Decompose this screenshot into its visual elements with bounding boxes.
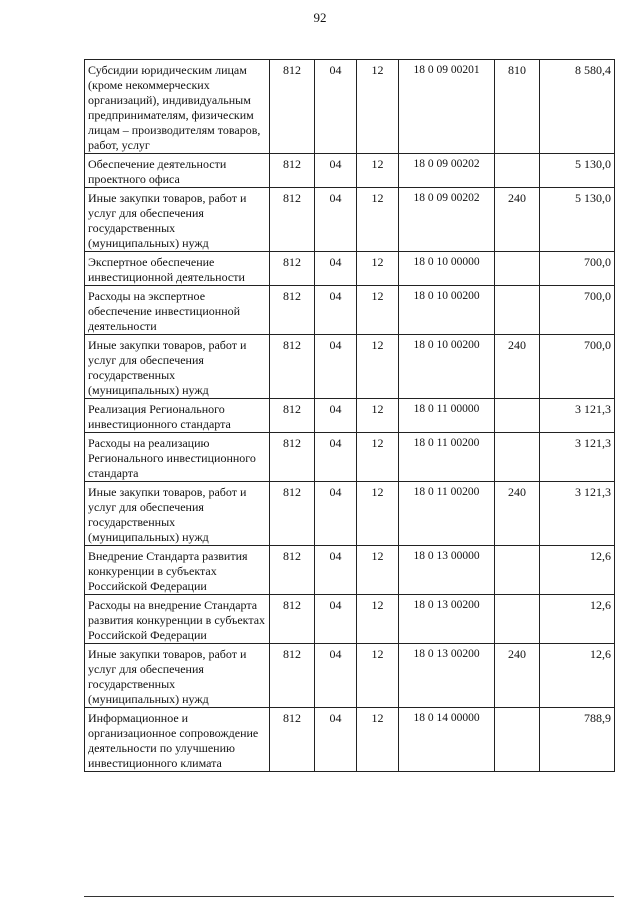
row-sum: 5 130,0 [540, 188, 615, 252]
table-row [85, 482, 615, 546]
row-section: 04 [315, 286, 357, 335]
row-section: 04 [315, 482, 357, 546]
row-sum: 12,6 [540, 546, 615, 595]
row-sum: 3 121,3 [540, 482, 615, 546]
row-admin-code: 812 [270, 335, 315, 399]
row-admin-code: 812 [270, 154, 315, 188]
row-expense-type: 810 [495, 60, 540, 154]
table-row [85, 644, 615, 708]
row-name: Иные закупки товаров, работ и услуг для обеспечения государственных (муниципальных) нужд [85, 335, 270, 399]
row-expense-type [495, 154, 540, 188]
row-admin-code: 812 [270, 482, 315, 546]
row-section: 04 [315, 399, 357, 433]
row-subsection: 12 [357, 433, 399, 482]
row-admin-code: 812 [270, 286, 315, 335]
row-expense-type [495, 433, 540, 482]
row-subsection: 12 [357, 154, 399, 188]
row-target-article: 18 0 13 00200 [399, 644, 495, 708]
table-row [85, 595, 615, 644]
row-expense-type [495, 546, 540, 595]
row-sum: 700,0 [540, 252, 615, 286]
row-subsection: 12 [357, 595, 399, 644]
table-row [85, 433, 615, 482]
row-target-article: 18 0 11 00000 [399, 399, 495, 433]
row-name: Расходы на экспертное обеспечение инвестиционной деятельности [85, 286, 270, 335]
row-target-article: 18 0 10 00000 [399, 252, 495, 286]
row-target-article: 18 0 09 00202 [399, 154, 495, 188]
row-expense-type: 240 [495, 644, 540, 708]
row-target-article: 18 0 10 00200 [399, 335, 495, 399]
page-number: 92 [313, 10, 327, 25]
row-sum: 700,0 [540, 286, 615, 335]
row-admin-code: 812 [270, 644, 315, 708]
row-name: Расходы на реализацию Регионального инвестиционного стандарта [85, 433, 270, 482]
row-subsection: 12 [357, 546, 399, 595]
row-section: 04 [315, 252, 357, 286]
row-section: 04 [315, 708, 357, 772]
row-target-article: 18 0 09 00201 [399, 60, 495, 154]
row-admin-code: 812 [270, 188, 315, 252]
table-row [85, 335, 615, 399]
row-subsection: 12 [357, 60, 399, 154]
table-row [85, 60, 615, 154]
row-subsection: 12 [357, 644, 399, 708]
table-row [85, 708, 615, 772]
row-target-article: 18 0 14 00000 [399, 708, 495, 772]
row-expense-type: 240 [495, 335, 540, 399]
row-target-article: 18 0 10 00200 [399, 286, 495, 335]
row-target-article: 18 0 13 00000 [399, 546, 495, 595]
row-admin-code: 812 [270, 399, 315, 433]
row-subsection: 12 [357, 188, 399, 252]
row-name: Реализация Регионального инвестиционного стандарта [85, 399, 270, 433]
row-admin-code: 812 [270, 252, 315, 286]
row-expense-type [495, 399, 540, 433]
row-section: 04 [315, 433, 357, 482]
table-row [85, 154, 615, 188]
row-expense-type [495, 708, 540, 772]
table-row [85, 188, 615, 252]
row-section: 04 [315, 154, 357, 188]
row-sum: 3 121,3 [540, 399, 615, 433]
row-name: Иные закупки товаров, работ и услуг для обеспечения государственных (муниципальных) нужд [85, 644, 270, 708]
row-name: Иные закупки товаров, работ и услуг для обеспечения государственных (муниципальных) нужд [85, 188, 270, 252]
row-name: Внедрение Стандарта развития конкуренции в субъектах Российской Федерации [85, 546, 270, 595]
row-subsection: 12 [357, 252, 399, 286]
table-row [85, 286, 615, 335]
row-expense-type: 240 [495, 188, 540, 252]
table-body [85, 60, 615, 772]
row-subsection: 12 [357, 335, 399, 399]
row-section: 04 [315, 188, 357, 252]
row-name: Иные закупки товаров, работ и услуг для обеспечения государственных (муниципальных) нужд [85, 482, 270, 546]
row-section: 04 [315, 60, 357, 154]
bottom-rule [84, 896, 614, 897]
row-sum: 700,0 [540, 335, 615, 399]
row-admin-code: 812 [270, 708, 315, 772]
row-section: 04 [315, 335, 357, 399]
row-subsection: 12 [357, 482, 399, 546]
budget-table [84, 59, 615, 772]
row-subsection: 12 [357, 399, 399, 433]
row-expense-type [495, 286, 540, 335]
row-subsection: 12 [357, 286, 399, 335]
row-section: 04 [315, 644, 357, 708]
row-sum: 788,9 [540, 708, 615, 772]
row-sum: 12,6 [540, 644, 615, 708]
row-name: Экспертное обеспечение инвестиционной деятельности [85, 252, 270, 286]
table-row [85, 546, 615, 595]
row-target-article: 18 0 11 00200 [399, 482, 495, 546]
row-target-article: 18 0 11 00200 [399, 433, 495, 482]
row-target-article: 18 0 13 00200 [399, 595, 495, 644]
row-section: 04 [315, 595, 357, 644]
row-expense-type [495, 252, 540, 286]
row-expense-type [495, 595, 540, 644]
row-sum: 12,6 [540, 595, 615, 644]
row-admin-code: 812 [270, 60, 315, 154]
row-name: Информационное и организационное сопровождение деятельности по улучшению инвестиционного климата [85, 708, 270, 772]
row-sum: 5 130,0 [540, 154, 615, 188]
row-name: Расходы на внедрение Стандарта развития конкуренции в субъектах Российской Федерации [85, 595, 270, 644]
row-target-article: 18 0 09 00202 [399, 188, 495, 252]
table-row [85, 399, 615, 433]
row-name: Субсидии юридическим лицам (кроме некоммерческих организаций), индивидуальным предпринимателям, физическим лицам – производителям товаров, работ, услуг [85, 60, 270, 154]
row-expense-type: 240 [495, 482, 540, 546]
row-section: 04 [315, 546, 357, 595]
row-sum: 8 580,4 [540, 60, 615, 154]
row-admin-code: 812 [270, 433, 315, 482]
row-admin-code: 812 [270, 546, 315, 595]
row-sum: 3 121,3 [540, 433, 615, 482]
row-name: Обеспечение деятельности проектного офиса [85, 154, 270, 188]
row-admin-code: 812 [270, 595, 315, 644]
table-row [85, 252, 615, 286]
row-subsection: 12 [357, 708, 399, 772]
